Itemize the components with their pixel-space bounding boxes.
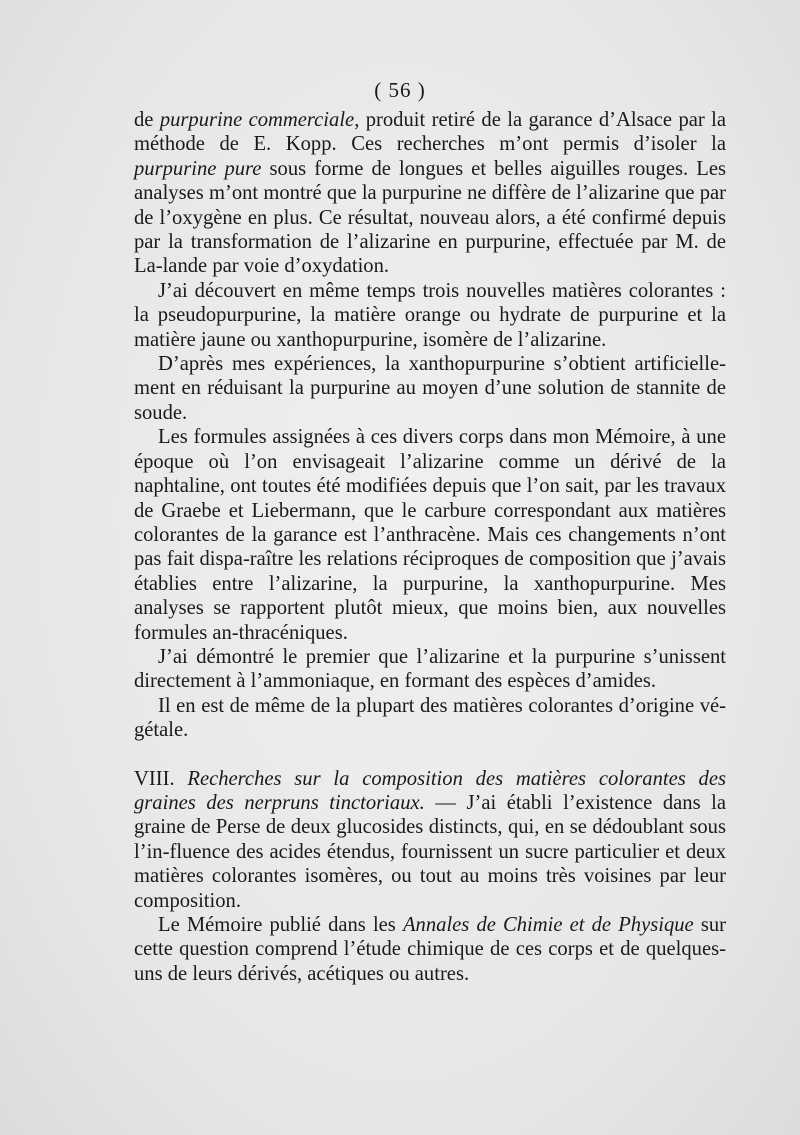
paragraph-purpurine-commerciale xyxy=(134,108,726,279)
text-run: Le Mémoire publié dans les xyxy=(158,914,403,936)
paragraph-decouverte xyxy=(134,279,726,352)
text-run: de xyxy=(134,109,160,131)
text-run: J’ai démontré le premier que l’alizarine et la purpurine s’unissent directement à l’ammoniaque, en formant des espèces d’amides. xyxy=(134,645,726,693)
body-text xyxy=(134,108,726,986)
journal-title: Annales de Chimie et de Physique xyxy=(402,914,694,936)
text-run: , produit retiré de la garance d’Alsace par la méthode de E. Kopp. Ces recherches m’ont permis d’isoler la xyxy=(134,109,726,156)
section-number: VIII. xyxy=(134,767,188,790)
page-number: ( 56 ) xyxy=(374,78,426,102)
section-body: — J’ai établi l’existence dans la graine de Perse de deux glucosides distincts, qui, en se dédoublant sous l’in-fluence des acides étendus, fournissent un sucre particulier et deux matières colorantes isomères, ou tout au moins très voisines par leur composition. xyxy=(134,791,726,912)
paragraph-ammoniaque xyxy=(134,645,726,694)
section-viii xyxy=(134,767,726,913)
text-run: Il en est de même de la plupart des matières colorantes d’origine vé-gétale. xyxy=(134,694,726,742)
text-run: D’après mes expériences, la xanthopurpurine s’obtient artificielle-ment en réduisant la purpurine au moyen d’une solution de stannite de soude. xyxy=(134,353,726,424)
text-run: sur cette question comprend l’étude chimique de ces corps et de quelques-uns de leurs dérivés, acétiques ou autres. xyxy=(134,914,726,985)
text-run: Les formules assignées à ces divers corps dans mon Mémoire, à une époque où l’on envisageait l’alizarine comme un dérivé de la naphtaline, ont toutes été modifiées depuis que l’on sait, par les travaux de Graebe et Liebermann, que le carbure correspondant aux matières colorantes de la garance est l’anthracène. Mais ces changements n’ont pas fait dispa-raître les relations réciproques de composition que j’avais établies entre l’alizarine, la purpurine, la xanthopurpurine. Mes analyses se rapportent plutôt mieux, que moins bien, aux nouvelles formules an-thracéniques. xyxy=(134,426,726,644)
text-run: J’ai découvert en même temps trois nouvelles matières colorantes : la pseudopurpurine, la matière orange ou hydrate de purpurine et la matière jaune ou xanthopurpurine, isomère de l’alizarine. xyxy=(134,279,726,351)
paragraph-vegetale xyxy=(134,694,726,743)
paragraph-xanthopurpurine xyxy=(134,352,726,425)
text-run: sous forme de longues et belles aiguilles rouges. Les analyses m’ont montré que la purpurine ne diffère de l’alizarine que par de l’oxygène en plus. Ce résultat, nouveau alors, a été confirmé depuis par la transformation de l’alizarine en purpurine, effectuée par M. de La-lande par voie d’oxydation. xyxy=(134,157,726,278)
paragraph-memoire xyxy=(134,913,726,986)
paragraph-formules xyxy=(134,425,726,645)
section-title: Recherches sur la composition des matières colorantes des graines des nerpruns tinctoriaux. xyxy=(134,767,726,814)
italic-term: purpurine commerciale xyxy=(159,109,355,131)
italic-term: purpurine pure xyxy=(134,157,262,180)
